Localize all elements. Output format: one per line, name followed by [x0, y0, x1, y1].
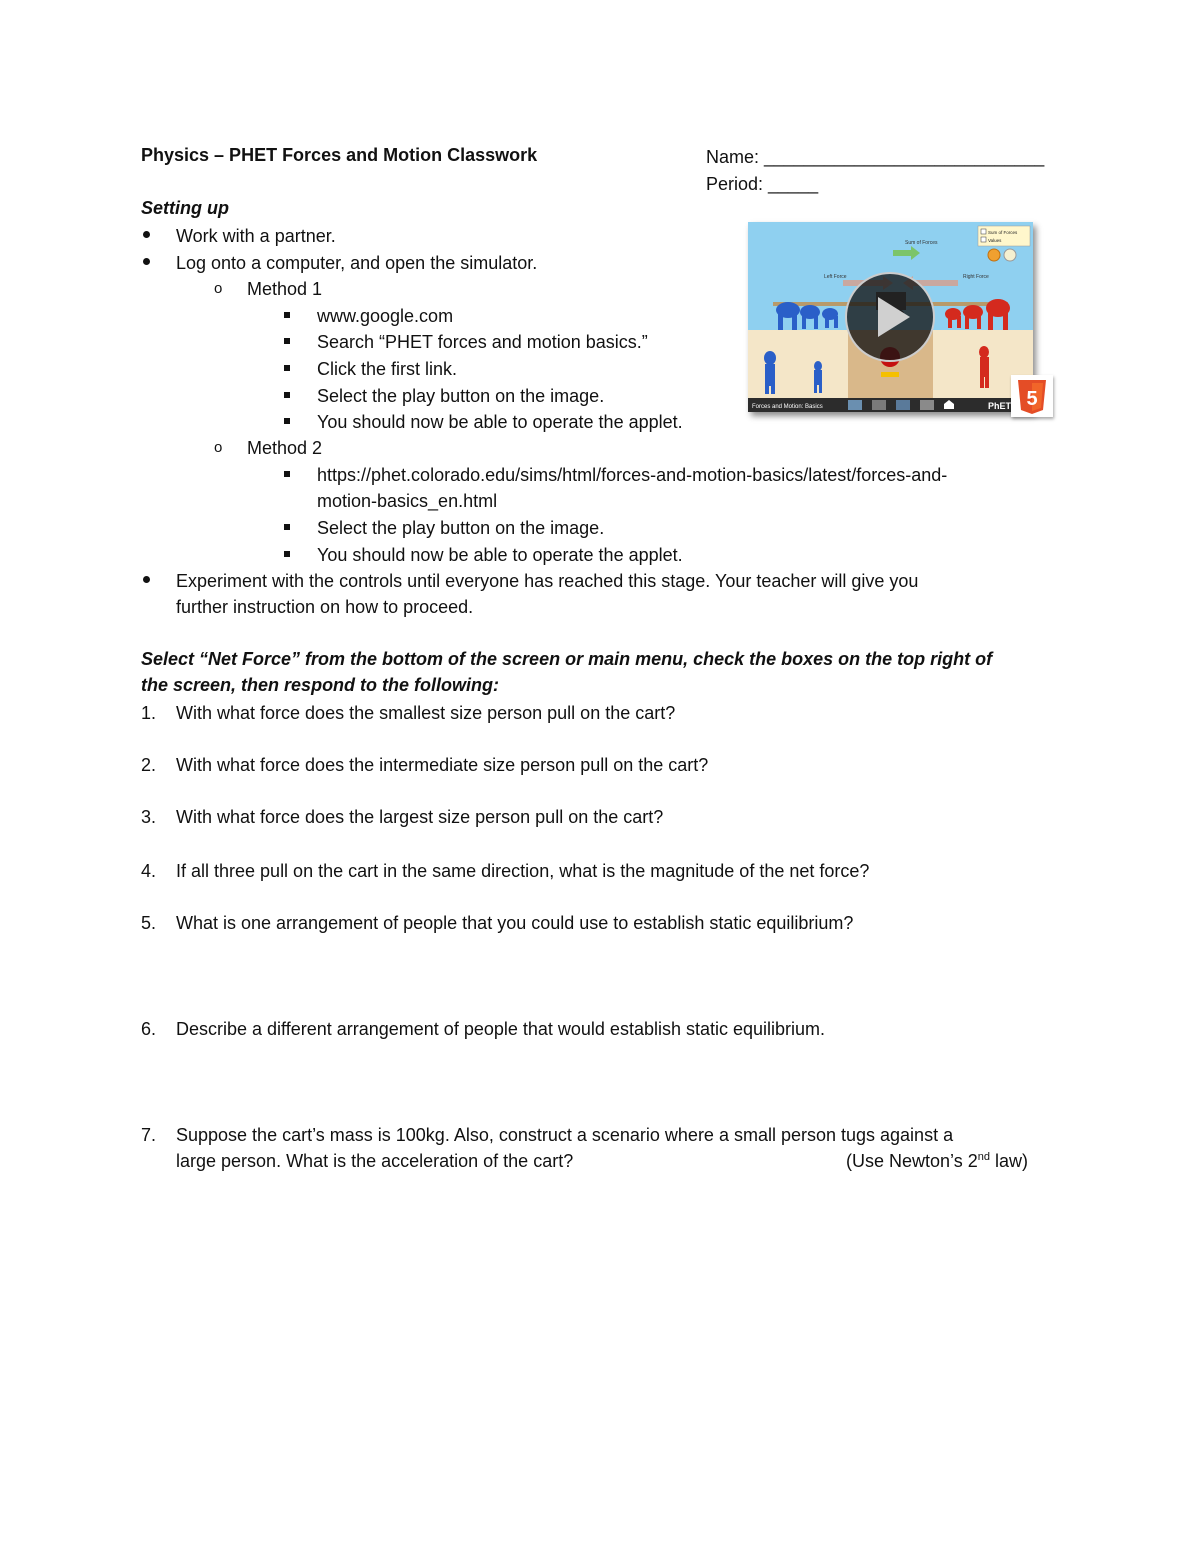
sim-footer-title: Forces and Motion: Basics [752, 404, 823, 410]
question-1-text: With what force does the smallest size person pull on the cart? [176, 703, 676, 723]
question-2-text: With what force does the intermediate size person pull on the cart? [176, 755, 709, 775]
right-force-label: Right Force [963, 274, 989, 280]
square-bullet [284, 524, 290, 530]
square-bullet [284, 551, 290, 557]
question-number: 3. [141, 807, 157, 827]
method-1-step-2: Search “PHET forces and motion basics.” [317, 332, 648, 352]
method-1-step-1: www.google.com [317, 306, 454, 326]
left-force-label: Left Force [824, 274, 847, 280]
bullet-dot [143, 258, 150, 265]
name-field-label: Name: ____________________________ [706, 147, 1045, 167]
bullet-dot [143, 576, 150, 583]
net-force-instruction-line-2: the screen, then respond to the following: [141, 675, 500, 695]
method-1-label: Method 1 [247, 279, 323, 299]
method-2-url-line-2: motion-basics_en.html [317, 491, 498, 511]
question-number: 1. [141, 703, 157, 723]
question-6-text: Describe a different arrangement of people that would establish static equilibrium. [176, 1019, 826, 1039]
square-bullet [284, 471, 290, 477]
net-force-instruction-line-1: Select “Net Force” from the bottom of the screen or main menu, check the boxes on the top right of [141, 649, 993, 669]
method-1-step-4: Select the play button on the image. [317, 386, 605, 406]
method-2-label: Method 2 [247, 438, 323, 458]
simulator-thumbnail [748, 222, 1033, 412]
method-2-url-line-1: https://phet.colorado.edu/sims/html/forces-and-motion-basics/latest/forces-and- [317, 465, 948, 485]
square-bullet [284, 418, 290, 424]
question-5-text: What is one arrangement of people that you could use to establish static equilibrium? [176, 913, 854, 933]
method-1-step-5: You should now be able to operate the applet. [317, 412, 683, 432]
period-field-label: Period: _____ [706, 174, 819, 194]
question-7-text-line-1: Suppose the cart’s mass is 100kg. Also, construct a scenario where a small person tugs against a [176, 1125, 954, 1145]
method-2-step-2: You should now be able to operate the applet. [317, 545, 683, 565]
hint-suffix: law) [989, 1151, 1028, 1171]
checkbox-values-label: Values [988, 238, 1002, 243]
square-bullet [284, 312, 290, 318]
html5-badge-text: 5 [1026, 388, 1038, 410]
setting-up-heading: Setting up [141, 198, 229, 218]
setup-final-line-1: Experiment with the controls until everyone has reached this stage. Your teacher will give you [176, 571, 919, 591]
document-title: Physics – PHET Forces and Motion Classwork [141, 145, 538, 165]
setup-item-1: Work with a partner. [176, 226, 336, 246]
hint-prefix: (Use Newton’s 2 [846, 1151, 978, 1171]
setup-final-line-2: further instruction on how to proceed. [176, 597, 474, 617]
square-bullet [284, 365, 290, 371]
setup-item-2: Log onto a computer, and open the simulator. [176, 253, 538, 273]
html5-badge [1011, 375, 1053, 417]
question-number: 4. [141, 861, 157, 881]
sub-bullet-o: o [214, 280, 223, 297]
question-4-text: If all three pull on the cart in the same direction, what is the magnitude of the net force? [176, 861, 870, 881]
question-number: 6. [141, 1019, 157, 1039]
sub-bullet-o: o [214, 439, 223, 456]
question-number: 7. [141, 1125, 157, 1145]
question-number: 5. [141, 913, 157, 933]
question-number: 2. [141, 755, 157, 775]
method-1-step-3: Click the first link. [317, 359, 458, 379]
question-7-text-line-2: large person. What is the acceleration of the cart? [176, 1151, 574, 1171]
bullet-dot [143, 231, 150, 238]
sum-of-forces-label: Sum of Forces [905, 240, 938, 246]
hint-superscript: nd [977, 1151, 990, 1163]
square-bullet [284, 338, 290, 344]
question-3-text: With what force does the largest size person pull on the cart? [176, 807, 664, 827]
newton-law-hint [846, 1149, 1028, 1173]
method-2-step-1: Select the play button on the image. [317, 518, 605, 538]
checkbox-sum-label: Sum of Forces [988, 230, 1018, 235]
phet-logo: PhET [988, 401, 1012, 411]
square-bullet [284, 392, 290, 398]
